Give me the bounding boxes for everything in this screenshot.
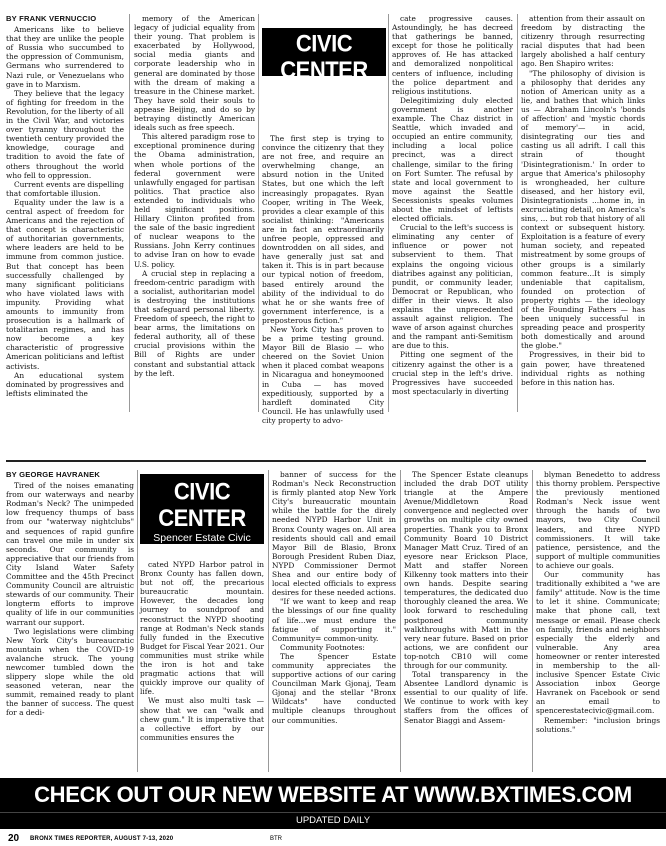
paragraph: Two legislations were climbing New York City's bureaucratic mountain when the COVID-19 avalanche struck. The young newcomer tumbled down the slippery slope while the old seasoned veteran, near the summit, remained ready to plant the banner of success. The quest for a dedi- — [6, 626, 134, 718]
bottom-article-column-2 — [140, 560, 264, 772]
column-header-title: CIVIC CENTER — [280, 29, 368, 84]
bottom-article-column-1 — [6, 470, 134, 772]
bottom-article-column-4 — [404, 470, 528, 772]
paragraph: A crucial step in replacing a freedom-centric paradigm with a socialist, authoritarian model is destroying the institutions that safeguard personal liberty. Freedom of speech, the right to bear arms, the limitations on federal authority, all of these crucial provisions within the Bill of Rights are under constant and substantial attack by the left. — [134, 268, 255, 378]
column-header-subtitle: Association — [175, 545, 229, 557]
byline: BY FRANK VERNUCCIO — [6, 14, 97, 23]
page-number: 20 — [8, 833, 20, 844]
article-divider — [6, 460, 646, 462]
paragraph: "If we want to keep and reap the blessings of our fine quality of life...we must endure the fatigue of supporting it." Community= common-unity. — [272, 597, 396, 643]
edition-code: BTR — [270, 836, 282, 842]
paragraph: The Spencer Estate cleanups included the drab DOT utility triangle at the Ampere Avenue/Middletown Road convergence and neglected over growths on multiple city owned properties. Thank you to Bronx Community Board 10 District Manager Matt Cruz. Tired of an eyesore near Erickson Place, Matt and staffer Noreen Kilkenny took matters into their own hands. Despite searing temperatures, the dedicated duo thoroughly cleaned the area. We look forward to rescheduling postponed community walkthroughs with Matt in the very near future. Based on prior actions, we are confident our top-notch CB10 will come through for our community. — [404, 470, 528, 670]
paragraph: Tired of the noises emanating from our waterways and nearby Rodman's Neck? The unimpeded low frequency thumps of bass from our "waterway nightclubs" and sequences of rapid gunfire can travel one mile in under six seconds. Our community is appreciative that our friends from City Island Water Safety Committee and the 45th Precinct Community Council are altruistic stewards of our community. Their longterm efforts to improve quality of life in our communities warrant our support. — [6, 481, 134, 627]
publication-line: BRONX TIMES REPORTER, AUGUST 7-13, 2020 — [30, 836, 174, 842]
column-text — [262, 134, 384, 425]
column-rule — [129, 14, 130, 412]
paragraph: An educational system dominated by progressives and leftists eliminated the — [6, 370, 124, 398]
column-rule — [388, 14, 389, 412]
byline: BY GEORGE HAVRANEK — [6, 470, 101, 479]
column-rule — [137, 470, 138, 772]
paragraph: Our community has traditionally exhibited a "we are family" attitude. Now is the time to let it shine. Communicate; make that phone call, text message or email. Please check on family, friends and neighbors especially the elderly and vulnerable. Any area homeowner or renter interested in membership to the all-inclusive Spencer Estate Civic Association inbox George Havranek on Facebook or send an email to spencerestatecivic@gmail.com. — [536, 570, 660, 716]
column-header-box — [140, 474, 264, 557]
column-header-title: CIVIC CENTER — [158, 477, 246, 532]
top-article-column-1 — [6, 14, 124, 412]
paragraph: The Spencer Estate community appreciates the supportive actions of our caring Councilman Mark Gjonaj, Team Gjonaj and the stellar "Bronx Wildcats" have conducted multiple cleanups throughout our communities. — [272, 651, 396, 725]
paragraph: cate progressive causes. Astoundingly, he has decreed that gatherings be banned, except for those he politically approves of. He has attacked and demoralized nonpolitical centers of influence, including the police department and religious institutions. — [392, 14, 513, 96]
page-footer — [0, 830, 666, 846]
website-promo-banner: CHECK OUT OUR NEW WEBSITE AT WWW.BXTIMES.COM — [0, 778, 666, 812]
paragraph: memory of the American legacy of judicial equality from their young. That problem is exacerbated by Hollywood, social media giants and corporate leadership who in general are dominated by those with the dream of making a treasure in the Chinese market. They have sold their souls to appease Beijing, and do so by betraying distinctly American ideals such as free speech. — [134, 14, 255, 133]
updated-daily-banner: UPDATED DAILY — [0, 812, 666, 829]
column-rule — [258, 14, 259, 412]
column-rule — [400, 470, 401, 772]
paragraph: Current events are dispelling that comfortable illusion. — [6, 179, 124, 198]
column-text — [392, 14, 513, 396]
top-article-column-3 — [262, 134, 384, 425]
top-article-column-5 — [521, 14, 645, 412]
paragraph: "The philosophy of division is a philosophy that derides any notion of American unity as a lie, and bathes that which links us — Abraham Lincoln's 'bonds of affection' and 'mystic chords of memory'— in acid, disintegrating our ties and casting us all adrift. I call this strain of thought 'Disintegrationism.' In order to argue that America's philosophy is wrongheaded, her culture diseased, and her history evil, Disintegrationists ...home in, in excruciating detail, on America's sins, ... but rob that history of all context or subsequent history. Exploitation is a feature of every human society, and repeated mistreatment by some groups of other groups is a similarly common feature...It is simply undeniable that capitalism, founded on protection of property rights — the ideology of the Founding Fathers — has been uniquely successful in spreading peace and prosperity both domestically and around the globe." — [521, 68, 645, 351]
column-rule — [532, 470, 533, 772]
paragraph: Crucial to the left's success is eliminating any center of influence or power not subservient to them. That explains the ongoing vicious diatribes against any politician, pundit, or community leader, Democrat or Republican, who differ in their views. It also explains the unprecedented assault against religion. The wave of arson against churches and the rampant anti-Semitism are due to this. — [392, 223, 513, 351]
column-text — [134, 14, 255, 378]
paragraph: Pitting one segment of the citizenry against the other is a crucial step in the left's drive. Progressives have succeeded most spectacularly in diverting — [392, 350, 513, 396]
paragraph: Community Footnotes: — [280, 642, 365, 652]
paragraph: The first step is trying to convince the citizenry that they are not free, and require an overwhelming change, an absurd notion in the United States, but one which the left increasingly propagates. Ryan Cooper, writing in The Week, provides a clear example of this socialist thinking: "Americans are in fact an extraordinarily unfree people, oppressed and downtrodden on all sides, and have generally just sat and taken it. This is in part because our typical notion of freedom, based entirely around the ability of the individual to do what he or she wants free of government interference, is a preposterous fiction." — [262, 134, 384, 325]
column-rule — [268, 470, 269, 772]
paragraph: Total transparency in the Absentee Landlord dynamic is essential to our quality of life. We continue to work with key staffers from the offices of Senator Biaggi and Assem- — [404, 670, 528, 725]
column-text — [6, 481, 134, 717]
paragraph: Americans like to believe that they are unlike the people of Russia who succumbed to the oppression of Communism, Germans who surrendered to Nazi rule, or Venezuelans who gave in to Marxism. — [6, 25, 124, 89]
top-article-column-4 — [392, 14, 513, 412]
paragraph: blyman Benedetto to address this thorny problem. Perspective the previously mentioned Rodman's Neck issue went through the hands of two mayors, two City Council leaders, and three NYPD commissioners. It will take patience, persistence, and the support of multiple communities to achieve our goals. — [536, 470, 660, 570]
paragraph: We must also multi task — show that we can "walk and chew gum." It is imperative that a collective effort by our communities ensures the — [140, 696, 264, 742]
paragraph: attention from their assault on freedom by distracting the citizenry through resurrecting racial disputes that had been largely abolished a half century ago. Ben Shapiro writes: — [521, 14, 645, 69]
bottom-article-column-5 — [536, 470, 660, 772]
column-header-subtitle: Spencer Estate Civic — [153, 532, 251, 544]
top-article-column-2 — [134, 14, 255, 412]
paragraph: This altered paradigm rose to exceptional prominence during the Obama administration, when whole portions of the federal government were unlawfully engaged for partisan politics. That practice also extended to individuals who held significant positions. Hillary Clinton profited from the sale of the basic ingredient of nuclear weapons to the Russians. John Kerry continues to advise Iran on how to evade U.S. policy. — [134, 132, 255, 269]
column-header-box — [262, 28, 386, 93]
column-text — [536, 470, 660, 734]
bottom-article-column-3 — [272, 470, 396, 772]
column-rule — [517, 14, 518, 412]
column-text — [272, 470, 396, 725]
column-text — [6, 25, 124, 398]
paragraph: Equality under the law is a central aspect of freedom for Americans and the rejection of that concept is characteristic of authoritarian governments, where leaders are held to be immune from common justice. But that concept has been successfully challenged by many significant politicians who have violated laws with impunity. Providing what amounts to immunity from prosecution is a hallmark of totalitarian regimes, and has now become a key characteristic of progressive American politicians and leftist activists. — [6, 197, 124, 371]
column-text — [404, 470, 528, 725]
paragraph: Remember: "inclusion brings solutions." — [536, 715, 660, 734]
paragraph: Delegitimizing duly elected government is another example. The Chaz district in Seattle, which invaded and occupied an entire community, including a local police precinct, was a direct challenge, similar to the firing on Fort Sumter. The refusal by state and local government to move against the Seattle Secessionists speaks volumes about the mindset of leftists elected officials. — [392, 95, 513, 224]
paragraph: banner of success for the Rodman's Neck Reconstruction is firmly planted atop New York City's bureaucratic mountain while the battle for the direly needed NYPD Harbor Unit in Bronx County wages on. All area residents should call and email Mayor Bill de Blasio, Bronx Borough President Ruben Diaz, NYPD Commissioner Dermot Shea and our entire body of local elected officials to express desires for these needed actions. — [272, 470, 396, 598]
paragraph: Progressives, in their bid to gain power, have threatened individual rights as nothing before in this nation has. — [521, 350, 645, 387]
column-header-subtitle: COMACTA — [298, 81, 350, 93]
paragraph: New York City has proven to be a prime testing ground. Mayor Bill de Blasio — who cheered on the Soviet Union when it placed combat weapons in Nicaragua and honeymooned in Cuba — has moved expeditiously, supported by a hardleft dominated City Council. He has unlawfully used city property to advo- — [262, 324, 384, 425]
column-text — [521, 14, 645, 387]
paragraph: cated NYPD Harbor patrol in Bronx County has fallen down, but not off, the precarious bureaucratic mountain. However, the decades long journey to soundproof and reconstruct the NYPD shooting range at Rodman's Neck stands fully funded in the Executive Budget for Fiscal Year 2021. Our communities must strike while the iron is hot and take pragmatic actions that will quickly improve our quality of life. — [140, 560, 264, 697]
paragraph: They believe that the legacy of fighting for freedom in the Revolution, for the liberty of all in the Civil War, and victories over tyranny throughout the twentieth century provided the knowledge, courage and tradition to avoid the fate of others throughout the world who fell to oppression. — [6, 88, 124, 180]
column-text — [140, 560, 264, 742]
